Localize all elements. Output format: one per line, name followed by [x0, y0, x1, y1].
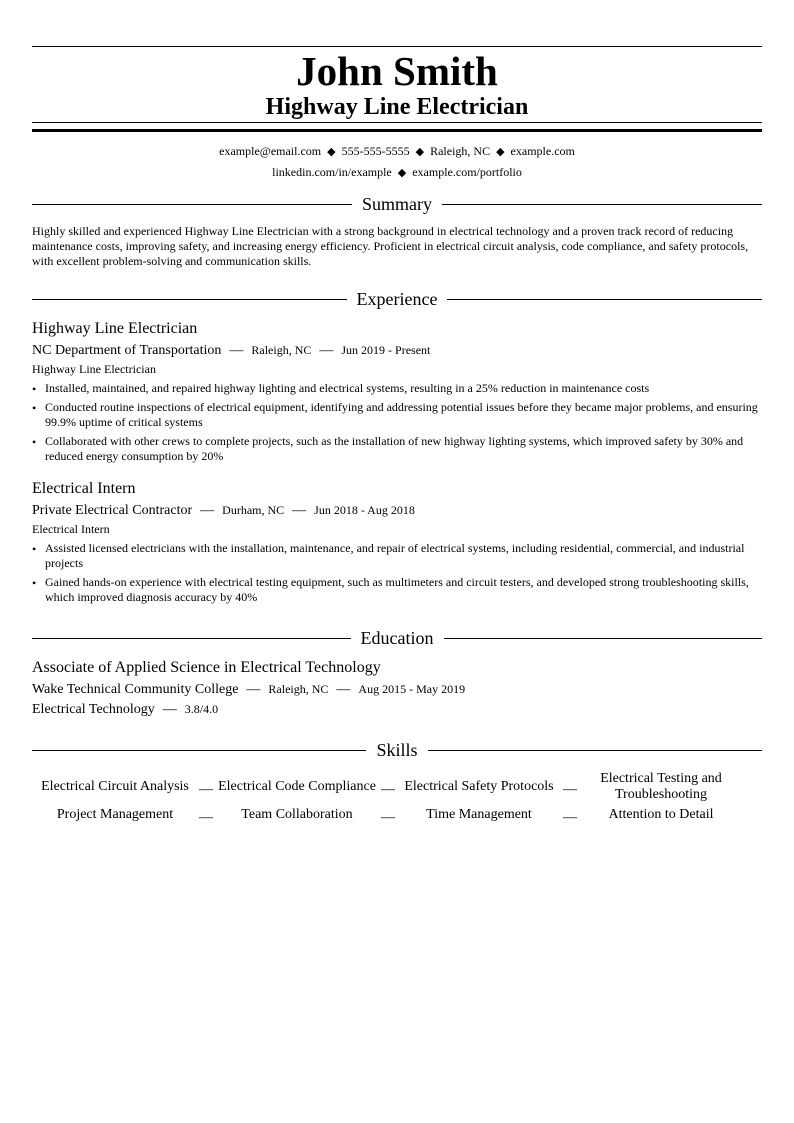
section-title: Skills [376, 740, 418, 760]
job-role: Highway Line Electrician [32, 362, 156, 376]
section-heading-education [32, 627, 762, 649]
contact-email[interactable]: example@email.com [219, 144, 322, 158]
job-title: Highway Line Electrician [32, 320, 198, 337]
bullet-icon: • [32, 382, 37, 396]
dash-separator: — [199, 810, 213, 825]
job-company: Private Electrical Contractor [32, 503, 193, 518]
bullet-icon: • [32, 435, 37, 449]
section-title: Education [360, 628, 434, 648]
header-rule-thin [32, 122, 762, 123]
education-school: Wake Technical Community College [32, 682, 239, 697]
skills-row [32, 770, 762, 804]
bullet-text: Conducted routine inspections of electrical equipment, identifying and addressing potential issues before they became major problems, and ensuring 99.9% uptime of critical systems [45, 400, 758, 429]
candidate-name: John Smith [296, 48, 498, 94]
education-school-line [32, 680, 465, 699]
dash-separator: — [319, 343, 334, 358]
skill-item: Electrical Safety Protocols [404, 779, 554, 794]
job-role: Electrical Intern [32, 522, 110, 536]
contact-location: Raleigh, NC [430, 144, 491, 158]
bullet-text: Installed, maintained, and repaired highway lighting and electrical systems, resulting in a 25% reduction in maintenance costs [45, 381, 650, 395]
education-degree: Associate of Applied Science in Electrical Technology [32, 659, 381, 676]
heading-rule [32, 204, 352, 205]
job-bullets [32, 381, 762, 468]
dash-separator: — [229, 343, 244, 358]
heading-rule [32, 299, 347, 300]
dash-separator: — [246, 682, 261, 697]
heading-rule [428, 750, 762, 751]
list-item [32, 541, 762, 571]
dash-separator: — [381, 782, 395, 797]
dash-separator: — [563, 810, 577, 825]
list-item [32, 434, 762, 464]
bullet-icon: • [32, 401, 37, 415]
list-item [32, 575, 762, 605]
job-company: NC Department of Transportation [32, 343, 222, 358]
section-heading-skills [32, 739, 762, 761]
job-title: Electrical Intern [32, 480, 136, 497]
job-location: Raleigh, NC [251, 343, 312, 357]
bullet-icon: • [32, 576, 37, 590]
summary-text: Highly skilled and experienced Highway Line Electrician with a strong background in electrical technology and a proven track record of reducing maintenance costs, improving safety, and increasing energy efficiency. Proficient in electrical circuit analysis, code compliance, and safety protocols, with excellent problem-solving and communication skills. [32, 224, 749, 268]
heading-rule [444, 638, 763, 639]
education-dates: Aug 2015 - May 2019 [358, 682, 466, 696]
section-title: Experience [356, 289, 438, 309]
heading-rule [32, 750, 366, 751]
dash-separator: — [200, 503, 215, 518]
skill-item: Team Collaboration [241, 807, 353, 822]
section-heading-experience [32, 288, 762, 310]
dash-separator: — [162, 702, 177, 717]
diamond-separator-icon: ◆ [327, 146, 336, 158]
skill-item: Attention to Detail [608, 807, 714, 822]
job-dates: Jun 2019 - Present [341, 343, 431, 357]
skill-item: Electrical Circuit Analysis [41, 779, 189, 794]
job-location: Durham, NC [222, 503, 285, 517]
contact-linkedin[interactable]: linkedin.com/in/example [272, 165, 392, 179]
skill-item: Electrical Testing and Troubleshooting [600, 771, 722, 802]
bullet-text: Gained hands-on experience with electrical testing equipment, such as multimeters and circuit testers, and developed strong troubleshooting skills, which improved diagnosis accuracy by 40% [45, 575, 749, 604]
candidate-title: Highway Line Electrician [265, 94, 529, 120]
job-bullets [32, 541, 762, 609]
job-dates: Jun 2018 - Aug 2018 [314, 503, 415, 517]
contact-portfolio[interactable]: example.com/portfolio [412, 165, 522, 179]
job-org-line [32, 501, 415, 520]
dash-separator: — [292, 503, 307, 518]
diamond-separator-icon: ◆ [397, 167, 407, 179]
diamond-separator-icon: ◆ [415, 146, 425, 158]
dash-separator: — [336, 682, 351, 697]
bullet-icon: • [32, 542, 37, 556]
bullet-text: Assisted licensed electricians with the installation, maintenance, and repair of electrical systems, including residential, commercial, and industrial projects [45, 541, 745, 570]
heading-rule [32, 638, 351, 639]
education-gpa: 3.8/4.0 [184, 702, 219, 716]
list-item [32, 400, 762, 430]
education-location: Raleigh, NC [268, 682, 329, 696]
skill-item: Project Management [56, 807, 174, 822]
education-field: Electrical Technology [32, 702, 155, 717]
bullet-text: Collaborated with other crews to complete projects, such as the installation of new highway lighting systems, which improved safety by 30% and reduced energy consumption by 20% [45, 434, 744, 463]
education-field-line [32, 700, 218, 719]
contact-phone[interactable]: 555-555-5555 [341, 144, 410, 158]
section-title: Summary [362, 194, 432, 214]
skill-item: Electrical Code Compliance [218, 779, 376, 794]
heading-rule [447, 299, 762, 300]
section-heading-summary [32, 193, 762, 215]
job-org-line [32, 341, 430, 360]
contact-line-1 [32, 143, 762, 160]
skills-row [32, 804, 762, 826]
header-rule-thick [32, 129, 762, 132]
diamond-separator-icon: ◆ [496, 146, 505, 158]
contact-line-2 [32, 164, 762, 181]
list-item [32, 381, 762, 396]
skills-grid [32, 770, 762, 826]
heading-rule [442, 204, 762, 205]
dash-separator: — [381, 810, 395, 825]
contact-website[interactable]: example.com [510, 144, 575, 158]
dash-separator: — [563, 782, 577, 797]
dash-separator: — [199, 782, 213, 797]
skill-item: Time Management [426, 807, 532, 822]
